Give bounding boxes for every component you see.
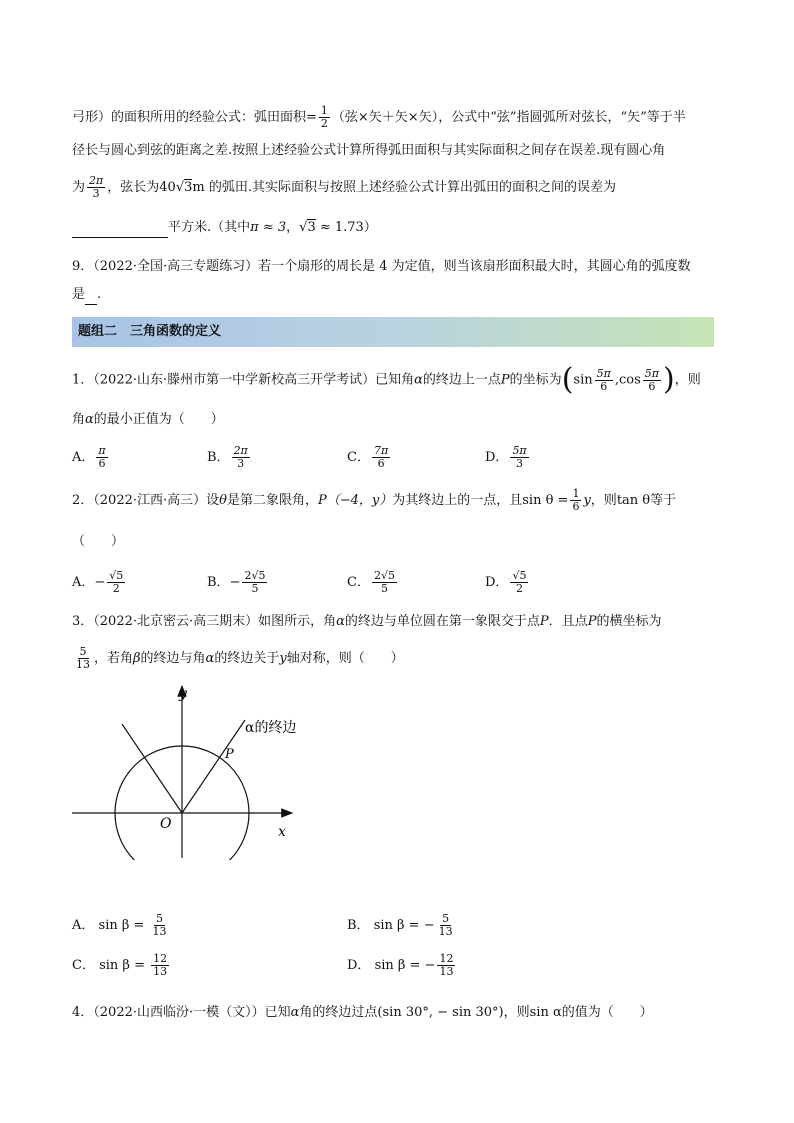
text: 的横坐标为 xyxy=(596,614,662,629)
symbol: β xyxy=(133,651,141,666)
unit: m xyxy=(192,180,205,195)
y-axis-label: y xyxy=(179,686,187,702)
option-label: A． xyxy=(72,918,95,933)
text: 是第二象限角， xyxy=(226,493,318,508)
option-a[interactable] xyxy=(72,913,171,938)
numerator: 2π xyxy=(233,444,248,457)
text: 9．（2022·全国·高三专题练习）若一个扇形的周长是 4 为定值，则当该扇形面积最大时，其圆心角的弧度数 xyxy=(72,259,691,274)
text: sin xyxy=(573,372,593,388)
symbol: α xyxy=(205,651,215,666)
option-label: B． xyxy=(207,575,230,590)
text: sin β = xyxy=(94,958,150,973)
denominator: 13 xyxy=(439,965,454,978)
denominator: 13 xyxy=(152,925,167,938)
section-banner xyxy=(72,317,714,347)
text: 轴对称，则（ ） xyxy=(286,651,404,666)
text: sin β = xyxy=(369,918,424,933)
option-b[interactable] xyxy=(347,913,457,938)
numerator: 2√5 xyxy=(244,569,266,582)
denominator: 3 xyxy=(92,187,100,200)
denominator: 13 xyxy=(438,925,453,938)
option-label: C． xyxy=(347,450,370,465)
text: , xyxy=(614,372,619,388)
numerator: 5π xyxy=(644,366,659,380)
alpha-terminal-side xyxy=(182,720,245,813)
symbol: P xyxy=(500,372,510,388)
option-d[interactable] xyxy=(485,570,530,595)
option-label: D． xyxy=(347,958,371,973)
fraction xyxy=(570,488,581,513)
option-label: D． xyxy=(485,575,509,590)
symbol: θ xyxy=(219,493,227,508)
fraction xyxy=(319,105,330,130)
numerator: 5π xyxy=(512,444,527,457)
fraction xyxy=(87,175,105,200)
text: （弦×矢＋矢×矢），公式中“弦”指圆弧所对弦长，“矢”等于半 xyxy=(331,110,686,125)
fraction xyxy=(151,953,169,978)
text: 是 xyxy=(72,287,86,302)
left-paren: ( xyxy=(561,362,574,397)
text: ） xyxy=(363,220,377,235)
numerator: √5 xyxy=(512,569,527,582)
text: ，则 xyxy=(674,372,701,388)
symbol: P xyxy=(539,614,549,629)
option-c[interactable] xyxy=(347,570,399,595)
approx-pi: π ≈ 3 xyxy=(250,220,287,235)
numerator: π xyxy=(98,444,106,457)
option-d[interactable] xyxy=(485,445,531,470)
problem-8-line-3: 为 $\frac{2\pi}{3}$ ，弦长为40√3m 的弧田.其实际面积与按照上述经验公式计算出弧田的面积之间的误差为 xyxy=(72,174,616,200)
question-2-paren xyxy=(72,532,124,552)
numerator: 5 xyxy=(156,912,164,925)
text: 的终边与单位圆在第一象限交于点 xyxy=(344,614,540,629)
text: ，则 xyxy=(590,493,617,508)
denominator: 13 xyxy=(153,965,168,978)
question-1-line-2 xyxy=(72,410,224,430)
option-a[interactable] xyxy=(72,570,127,595)
radicand: 3 xyxy=(307,220,316,235)
denominator: 2 xyxy=(515,582,523,595)
text: 的终边上一点 xyxy=(422,372,501,388)
text: ，若角 xyxy=(94,651,134,666)
problem-9-line-2 xyxy=(72,285,101,305)
point: P（−4，y） xyxy=(317,493,393,508)
text: cos xyxy=(618,372,641,388)
numerator: 5π xyxy=(596,366,611,380)
fraction xyxy=(372,445,390,470)
symbol: α xyxy=(336,614,345,629)
option-b[interactable] xyxy=(207,445,252,470)
text: 角 xyxy=(72,412,86,427)
text: 的终边与角 xyxy=(140,651,206,666)
text: − xyxy=(94,575,106,590)
point: (sin 30°, − sin 30°) xyxy=(377,1005,504,1020)
fraction xyxy=(74,646,92,671)
unit-circle-figure xyxy=(60,680,320,860)
fraction xyxy=(242,570,267,595)
text: 的值为（ ） xyxy=(561,1005,653,1020)
symbol: α xyxy=(85,412,94,427)
fraction xyxy=(595,368,613,393)
approx-value: ≈ 1.73 xyxy=(315,220,364,235)
fraction xyxy=(232,445,250,470)
terminal-side-label: α的终边 xyxy=(245,720,297,736)
text: tan θ xyxy=(616,493,651,508)
symbol: y xyxy=(583,493,591,508)
answer-paren: （ ） xyxy=(72,534,125,549)
text: 4．（2022·山西临汾·一模（文））已知 xyxy=(72,1005,291,1020)
question-1-stem xyxy=(72,362,701,397)
numerator: 5 xyxy=(442,912,450,925)
text: sin α xyxy=(529,1005,562,1020)
origin-label: O xyxy=(160,816,172,832)
answer-blank[interactable] xyxy=(72,223,168,238)
denominator: 5 xyxy=(380,582,388,595)
denominator: 6 xyxy=(377,457,385,470)
option-label: C． xyxy=(347,575,370,590)
problem-9-line-1 xyxy=(72,257,691,277)
text: 的终边关于 xyxy=(214,651,280,666)
denominator: 6 xyxy=(600,379,608,393)
text: ， xyxy=(286,220,300,235)
text: ．且点 xyxy=(548,614,588,629)
x-axis-label: x xyxy=(278,824,286,840)
fraction xyxy=(510,445,528,470)
denominator: 6 xyxy=(572,500,580,513)
problem-8-line-4: 平方米.（其中π ≈ 3，√3 ≈ 1.73） xyxy=(72,218,377,238)
fraction xyxy=(372,570,397,595)
question-4-stem xyxy=(72,1000,653,1026)
denominator: 13 xyxy=(76,658,90,671)
number: 40 xyxy=(159,180,176,195)
question-3-line-2 xyxy=(72,642,404,676)
numerator: √5 xyxy=(109,569,124,582)
option-a[interactable] xyxy=(72,445,110,470)
text: . xyxy=(97,287,102,302)
text: 等于 xyxy=(650,493,677,508)
fraction xyxy=(151,913,169,938)
text: ，弦长为 xyxy=(107,180,160,195)
symbol: α xyxy=(290,1005,300,1020)
fraction xyxy=(437,953,455,978)
text: ，则 xyxy=(503,1005,530,1020)
numerator: 1 xyxy=(572,487,580,500)
fraction xyxy=(510,570,528,595)
text: − xyxy=(423,918,435,933)
radicand: 3 xyxy=(184,180,193,195)
option-c[interactable] xyxy=(72,953,171,978)
fraction xyxy=(107,570,125,595)
option-b[interactable] xyxy=(207,570,269,595)
text: 为 xyxy=(72,180,86,195)
answer-blank[interactable] xyxy=(85,290,97,305)
numerator: 7π xyxy=(373,444,389,457)
text: 角的终边过点 xyxy=(299,1005,378,1020)
text: sin β = xyxy=(370,958,425,973)
numerator: 2π xyxy=(89,174,104,187)
option-label: A． xyxy=(72,575,95,590)
question-3-stem xyxy=(72,612,661,632)
fraction xyxy=(96,445,107,470)
text: 1．（2022·山东·滕州市第一中学新校高三开学考试）已知角 xyxy=(72,372,415,388)
fraction xyxy=(643,368,661,393)
fraction xyxy=(437,913,455,938)
text: − xyxy=(229,575,241,590)
symbol: P xyxy=(587,614,597,629)
text: 3．（2022·北京密云·高三期末）如图所示，角 xyxy=(72,614,337,629)
section-title: 题组二 三角函数的定义 xyxy=(78,324,222,339)
numerator: 12 xyxy=(439,952,454,965)
text: 的坐标为 xyxy=(509,372,562,388)
option-c[interactable] xyxy=(347,445,392,470)
denominator: 5 xyxy=(251,582,259,595)
text: 2．（2022·江西·高三）设 xyxy=(72,493,220,508)
text: 的弧田.其实际面积与按照上述经验公式计算出弧田的面积之间的误差为 xyxy=(204,180,616,195)
right-paren: ) xyxy=(663,362,675,397)
denominator: 6 xyxy=(98,457,106,470)
denominator: 3 xyxy=(516,457,524,470)
text: 为其终边上的一点，且 xyxy=(392,493,523,508)
text: sin θ = xyxy=(522,493,569,508)
numerator: 12 xyxy=(153,952,168,965)
numerator: 5 xyxy=(79,645,87,658)
option-label: B． xyxy=(207,450,230,465)
option-label: B． xyxy=(347,918,370,933)
option-label: D． xyxy=(485,450,509,465)
point-p-label: P xyxy=(225,747,234,762)
option-d[interactable] xyxy=(347,953,457,978)
beta-terminal-side xyxy=(122,724,182,813)
question-2-stem xyxy=(72,488,676,514)
text: sin β = xyxy=(94,918,149,933)
text: 径长与圆心到弦的距离之差.按照上述经验公式计算所得弧田面积与其实际面积之间存在误差.现有圆心角 xyxy=(72,143,666,158)
numerator: 1 xyxy=(320,104,328,117)
symbol: α xyxy=(414,372,423,388)
numerator: 2√5 xyxy=(373,569,395,582)
option-label: A． xyxy=(72,450,95,465)
option-label: C． xyxy=(72,958,95,973)
denominator: 2 xyxy=(320,117,328,130)
text: 的最小正值为（ ） xyxy=(93,412,224,427)
problem-8-line-1 xyxy=(72,105,686,130)
text: − xyxy=(424,958,436,973)
denominator: 2 xyxy=(112,582,120,595)
denominator: 3 xyxy=(237,457,245,470)
text: 弓形）的面积所用的经验公式：弧田面积= xyxy=(72,110,317,125)
symbol: y xyxy=(279,651,287,666)
problem-8-line-2 xyxy=(72,141,665,161)
text: 平方米.（其中 xyxy=(168,220,251,235)
denominator: 6 xyxy=(648,379,656,393)
